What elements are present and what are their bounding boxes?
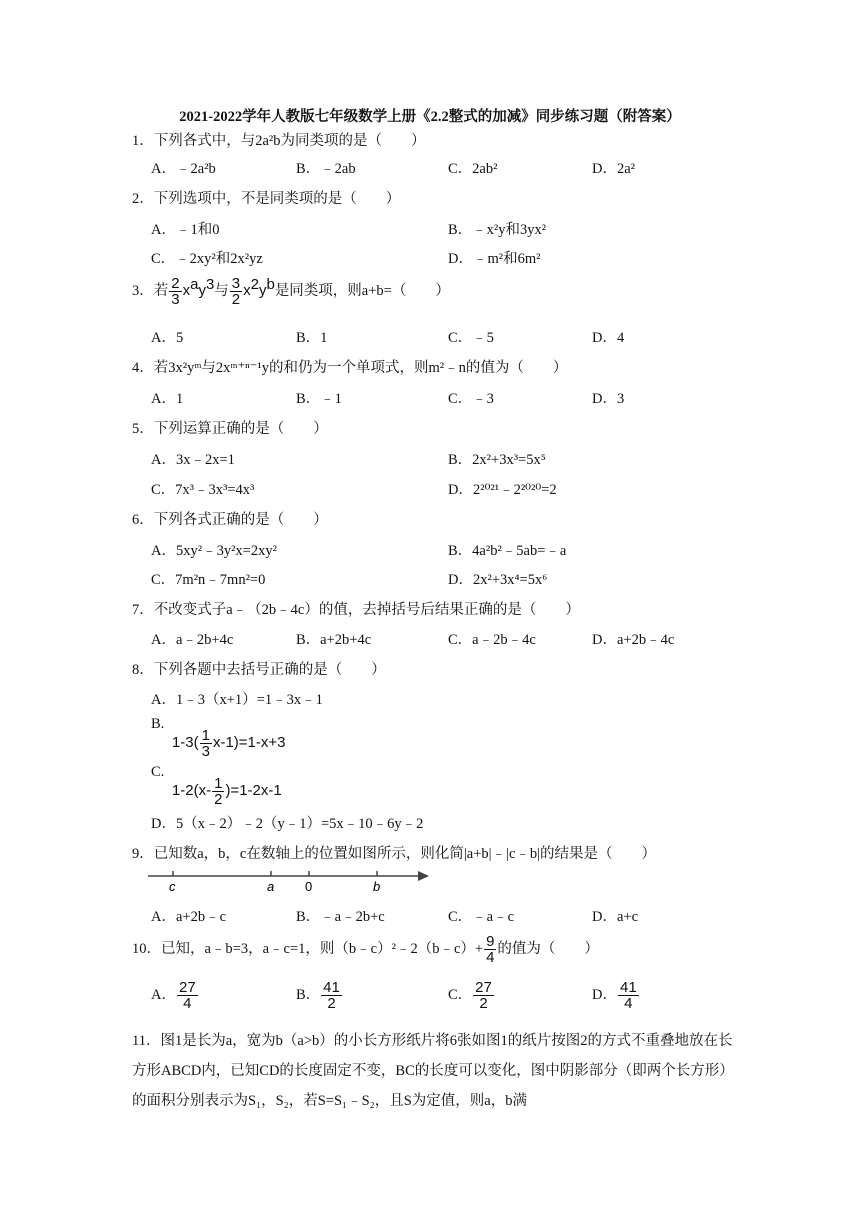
q10-c-num: 27	[475, 979, 492, 996]
q8-option-c-label: C.	[151, 764, 165, 780]
q4-option-d: D．3	[592, 391, 625, 407]
q3-option-b: B．1	[296, 330, 328, 346]
q7-option-b: B．a+2b+4c	[296, 632, 372, 648]
q7-option-a: A．a﹣2b+4c	[151, 632, 234, 648]
q9-option-b: B．﹣a﹣2b+c	[296, 909, 385, 925]
q6-option-c: C．7m²n﹣7mn²=0	[151, 572, 266, 588]
q3-option-a: A．5	[151, 330, 184, 346]
page-title: 2021-2022学年人教版七年级数学上册《2.2整式的加减》同步练习题（附答案）	[179, 109, 681, 125]
q10-c-label: C．	[448, 986, 473, 1003]
q3-term-3: x	[243, 281, 251, 299]
q10-suffix: 的值为（ ）	[497, 940, 599, 957]
label-zero: 0	[305, 879, 313, 894]
q10-frac-num: 9	[486, 933, 495, 950]
q2-option-d: D．﹣m²和6m²	[448, 251, 541, 267]
q8-option-c	[151, 764, 282, 808]
label-c: c	[169, 879, 176, 894]
q3-term-4: y	[258, 281, 267, 299]
q8-b-den: 3	[201, 743, 210, 760]
question-4-stem: 4．若3x²yᵐ与2xᵐ⁺ⁿ⁻¹y的和仍为一个单项式，则m²﹣n的值为（ ）	[132, 360, 568, 376]
q10-d-fraction	[618, 980, 639, 1011]
q4-option-a: A．1	[151, 391, 184, 407]
q3-f1-num: 2	[171, 275, 180, 292]
q4-option-c: C．﹣3	[448, 391, 494, 407]
question-9-stem: 9．已知数a，b，c在数轴上的位置如图所示，则化简|a+b|﹣|c﹣b|的结果是（ ）	[132, 846, 657, 862]
q10-a-num: 27	[178, 979, 196, 996]
q3-sup-1: a	[190, 276, 199, 293]
q7-option-d: D．a+2b﹣4c	[592, 632, 675, 648]
q6-option-b: B．4a²b²﹣5ab=﹣a	[448, 543, 567, 559]
question-11-text: 11．图1是长为a，宽为b（a>b）的小长方形纸片将6张如图1的纸片按图2的方式不重叠地放在长方形ABCD内，已知CD的长度固定不变，BC的长度可以变化，图中阴影部分（即两个长方形）的面积分别表示为S₁，S₂，若S=S₁﹣S₂，且S为定值，则a，b满	[132, 1033, 734, 1109]
q2-option-a: A．﹣1和0	[151, 222, 220, 238]
q10-c-den: 2	[473, 995, 494, 1011]
q8-option-a: A．1﹣3（x+1）=1﹣3x﹣1	[151, 692, 323, 708]
q9-option-d: D．a+c	[592, 909, 639, 925]
question-6-stem: 6．下列各式正确的是（ ）	[132, 512, 328, 528]
q10-b-num: 41	[323, 979, 340, 996]
q10-option-a	[151, 980, 199, 1011]
q3-sup-4: b	[266, 276, 275, 293]
q1-option-d: D．2a²	[592, 161, 636, 177]
q3-sup-2: 3	[205, 276, 215, 293]
q2-option-c: C．﹣2xy²和2x²yz	[151, 251, 263, 267]
q8-option-c-expr	[171, 775, 282, 808]
q10-b-fraction	[321, 980, 342, 1011]
q3-fraction-1	[169, 276, 181, 307]
q10-option-c	[448, 980, 495, 1011]
q8-option-b-expr	[171, 727, 286, 760]
q1-option-b: B．﹣2ab	[296, 161, 356, 177]
q10-d-label: D．	[592, 986, 617, 1003]
question-7-stem: 7．不改变式子a﹣（2b﹣4c）的值，去掉括号后结果正确的是（ ）	[132, 602, 580, 618]
number-line-figure	[148, 868, 430, 894]
question-8-stem: 8．下列各题中去括号正确的是（ ）	[132, 662, 386, 678]
q8-c-post: )=1-2x-1	[225, 782, 282, 800]
q3-mid: 与	[214, 282, 229, 299]
q10-d-den: 4	[618, 995, 639, 1011]
q8-option-b-label: B.	[151, 716, 165, 732]
q10-stem-text: 10．已知，a﹣b=3，a﹣c=1，则（b﹣c）²﹣2（b﹣c）+	[132, 940, 484, 957]
q2-option-b: B．﹣x²y和3yx²	[448, 222, 547, 238]
question-1-stem: 1．下列各式中，与2a²b为同类项的是（ ）	[132, 133, 426, 149]
q10-a-den: 4	[177, 995, 198, 1011]
q10-frac-den: 4	[486, 949, 495, 966]
q3-sup-3: 2	[250, 276, 259, 293]
q10-c-fraction	[473, 980, 494, 1011]
q10-fraction	[484, 934, 496, 965]
q4-option-b: B．﹣1	[296, 391, 342, 407]
q8-c-fraction	[212, 776, 224, 807]
q10-a-label: A．	[151, 986, 176, 1003]
q3-prefix: 3．若	[132, 282, 169, 299]
question-2-stem: 2．下列选项中，不是同类项的是（ ）	[132, 191, 401, 207]
q5-option-c: C．7x³﹣3x³=4x³	[151, 482, 255, 498]
q9-option-c: C．﹣a﹣c	[448, 909, 515, 925]
q3-option-c: C．﹣5	[448, 330, 494, 346]
q8-option-b	[151, 716, 286, 760]
q6-option-a: A．5xy²﹣3y²x=2xy²	[151, 543, 277, 559]
q3-option-d: D．4	[592, 330, 625, 346]
q3-term-1: x	[182, 281, 191, 299]
q8-c-num: 1	[214, 775, 223, 792]
q10-a-fraction	[177, 980, 198, 1011]
q3-suffix: 是同类项，则a+b=（ ）	[274, 282, 450, 299]
q8-b-fraction	[200, 728, 212, 759]
q10-option-d	[592, 980, 640, 1011]
q10-b-den: 2	[321, 995, 342, 1011]
q5-option-b: B．2x²+3x³=5x⁵	[448, 452, 546, 468]
q7-option-c: C．a﹣2b﹣4c	[448, 632, 536, 648]
q8-option-d: D．5（x﹣2）﹣2（y﹣1）=5x﹣10﹣6y﹣2	[151, 816, 424, 832]
number-line-arrow	[418, 871, 429, 881]
q6-option-d: D．2x²+3x⁴=5x⁶	[448, 572, 548, 588]
q3-f2-num: 3	[231, 275, 241, 292]
question-5-stem: 5．下列运算正确的是（ ）	[132, 421, 328, 437]
label-a: a	[267, 879, 275, 894]
q9-option-a: A．a+2b﹣c	[151, 909, 227, 925]
q8-b-post: x-1)=1-x+3	[212, 734, 286, 752]
q10-b-label: B．	[296, 986, 321, 1003]
q8-c-pre: 1-2(x-	[171, 782, 212, 800]
q5-option-d: D．2²⁰²¹﹣2²⁰²⁰=2	[448, 482, 557, 498]
q3-f2-den: 2	[231, 291, 241, 308]
label-b: b	[373, 879, 381, 894]
question-3-stem	[132, 276, 450, 307]
question-10-stem	[132, 934, 599, 965]
q10-option-b	[296, 980, 343, 1011]
q10-d-num: 41	[619, 979, 637, 996]
q3-f1-den: 3	[171, 291, 180, 308]
q1-option-c: C．2ab²	[448, 161, 498, 177]
q8-c-den: 2	[214, 791, 223, 808]
q8-b-pre: 1-3(	[171, 734, 199, 752]
q1-option-a: A．﹣2a²b	[151, 161, 216, 177]
q3-term-2: y	[198, 281, 206, 299]
q5-option-a: A．3x﹣2x=1	[151, 452, 235, 468]
q8-b-num: 1	[201, 727, 210, 744]
q3-fraction-2	[230, 276, 242, 307]
number-line-svg	[148, 868, 430, 892]
